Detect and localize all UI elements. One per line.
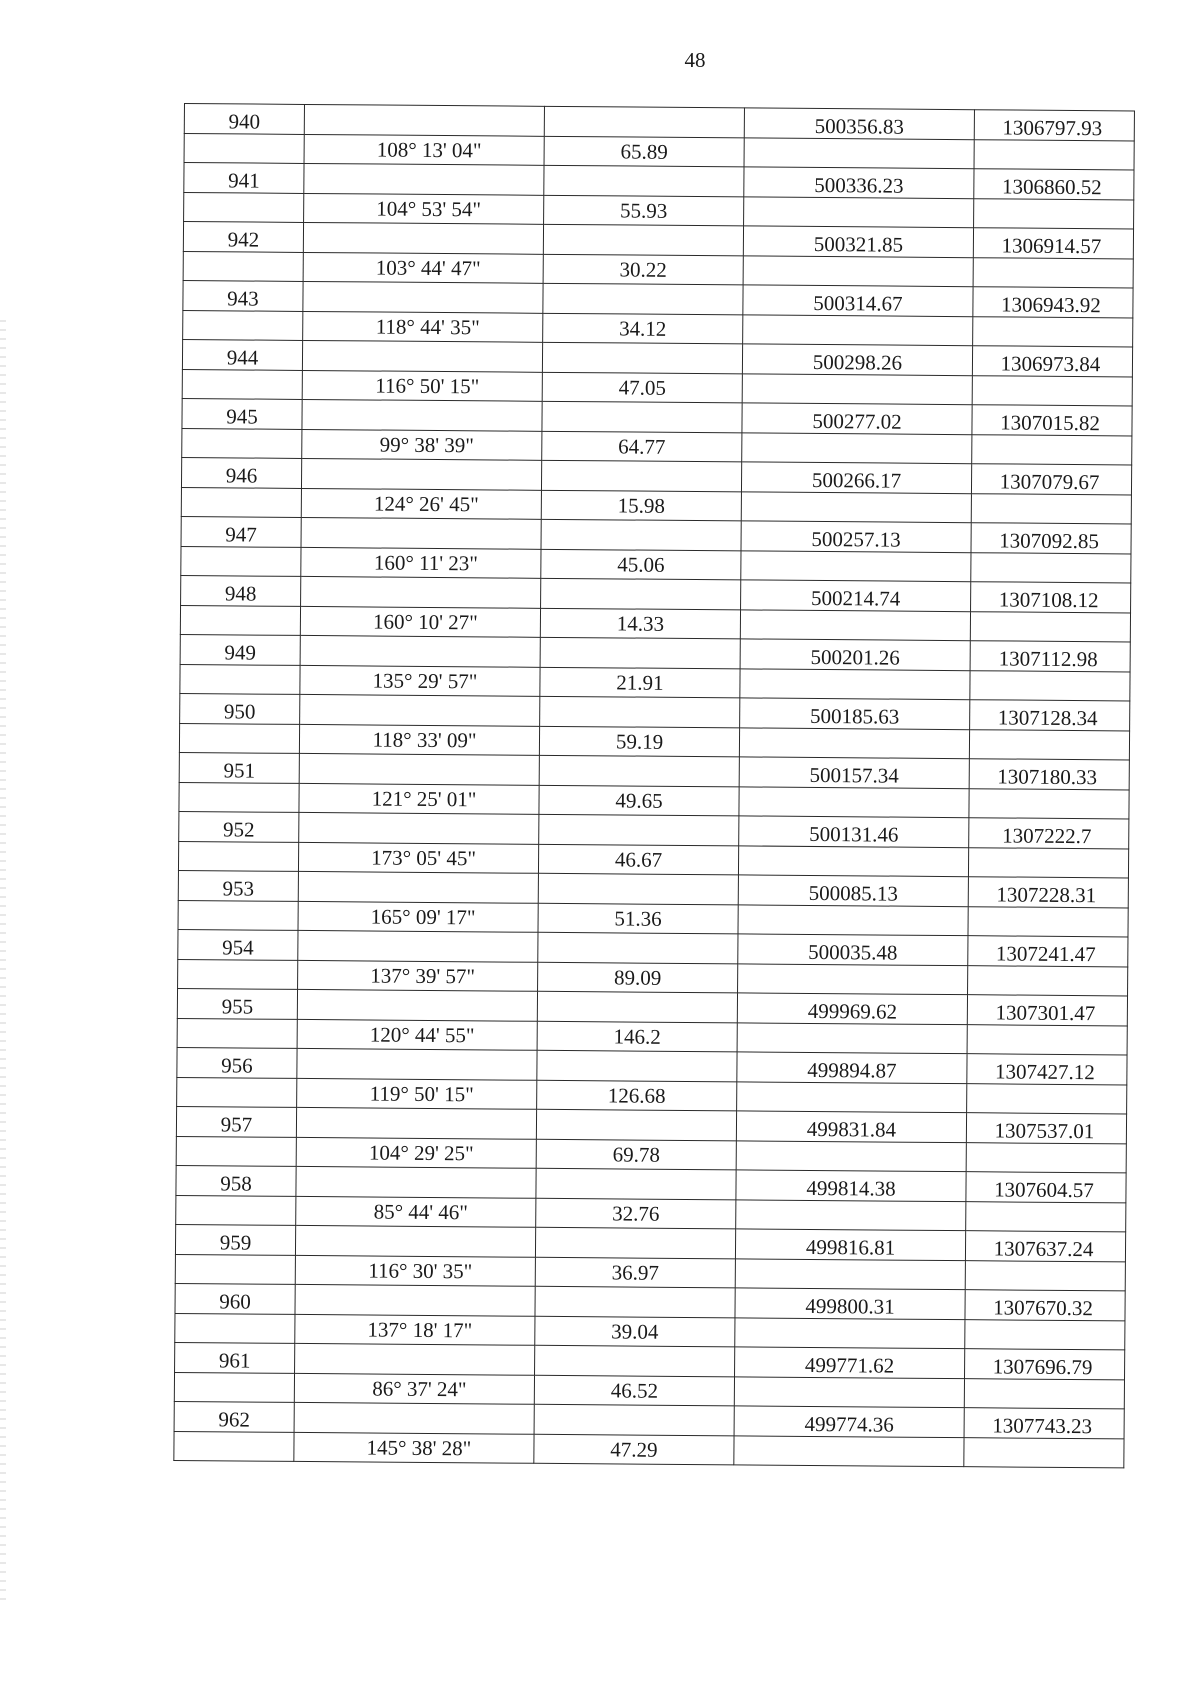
bearing-cell-empty (298, 930, 538, 962)
distance-cell: 46.52 (534, 1375, 734, 1406)
bearing-cell: 160° 11' 23" (301, 547, 541, 578)
northing-cell-empty (737, 1023, 967, 1054)
distance-cell: 30.22 (543, 254, 743, 285)
station-cell-empty (177, 1077, 297, 1107)
distance-cell-empty (536, 1168, 736, 1200)
easting-cell-empty (965, 1320, 1125, 1350)
distance-cell: 47.05 (542, 372, 742, 403)
northing-cell-empty (742, 374, 972, 405)
station-cell: 961 (175, 1342, 295, 1373)
northing-cell-empty (741, 551, 971, 582)
northing-cell: 500277.02 (742, 403, 972, 435)
distance-cell: 34.12 (543, 313, 743, 344)
easting-cell: 1307537.01 (966, 1113, 1126, 1144)
easting-cell-empty (974, 140, 1134, 170)
distance-cell-empty (541, 460, 741, 492)
bearing-cell: 119° 50' 15" (297, 1078, 537, 1109)
bearing-cell-empty (304, 104, 544, 136)
bearing-cell-empty (298, 871, 538, 903)
bearing-cell-empty (304, 163, 544, 195)
northing-cell: 500257.13 (741, 521, 971, 553)
distance-cell-empty (541, 519, 741, 551)
scan-edge-artifact (0, 320, 6, 1600)
distance-cell: 69.78 (536, 1139, 736, 1170)
bearing-cell: 85° 44' 46" (296, 1196, 536, 1227)
bearing-cell: 103° 44' 47" (303, 252, 543, 283)
bearing-cell: 173° 05' 45" (298, 842, 538, 873)
station-cell: 945 (182, 398, 302, 429)
northing-cell-empty (738, 846, 968, 877)
easting-cell: 1307743.23 (964, 1408, 1124, 1439)
northing-cell: 500085.13 (738, 875, 968, 907)
distance-cell: 47.29 (534, 1434, 734, 1465)
northing-cell: 499771.62 (735, 1347, 965, 1379)
station-cell-empty (178, 900, 298, 930)
northing-cell: 500201.26 (740, 639, 970, 671)
northing-cell-empty (735, 1259, 965, 1290)
station-cell-empty (183, 310, 303, 340)
survey-coordinates-table (173, 103, 1135, 1468)
station-cell: 949 (180, 634, 300, 665)
station-cell: 942 (183, 222, 303, 253)
easting-cell-empty (967, 1084, 1127, 1114)
table-body (174, 104, 1135, 1468)
bearing-cell: 137° 18' 17" (295, 1314, 535, 1345)
easting-cell: 1307222.7 (969, 818, 1129, 849)
northing-cell-empty (736, 1141, 966, 1172)
northing-cell: 499969.62 (737, 993, 967, 1025)
station-cell-empty (175, 1254, 295, 1284)
distance-cell-empty (535, 1345, 735, 1377)
bearing-cell-empty (296, 1107, 536, 1139)
northing-cell: 499814.38 (736, 1170, 966, 1202)
northing-cell: 500266.17 (741, 462, 971, 494)
northing-cell-empty (743, 315, 973, 346)
station-cell-empty (180, 664, 300, 694)
northing-cell-empty (738, 905, 968, 936)
northing-cell-empty (739, 787, 969, 818)
distance-cell: 64.77 (542, 431, 742, 462)
easting-cell-empty (973, 317, 1133, 347)
bearing-cell: 145° 38' 28" (294, 1432, 534, 1463)
distance-cell-empty (544, 165, 744, 197)
easting-cell: 1307670.32 (965, 1290, 1125, 1321)
bearing-cell-empty (299, 812, 539, 844)
distance-cell: 39.04 (535, 1316, 735, 1347)
distance-cell: 65.89 (544, 136, 744, 167)
station-cell: 940 (184, 104, 304, 135)
distance-cell-empty (539, 755, 739, 787)
station-cell: 944 (182, 339, 302, 370)
bearing-cell-empty (299, 753, 539, 785)
distance-cell-empty (535, 1227, 735, 1259)
station-cell: 959 (175, 1224, 295, 1255)
bearing-cell-empty (295, 1225, 535, 1257)
bearing-cell: 86° 37' 24" (294, 1373, 534, 1404)
northing-cell-empty (739, 728, 969, 759)
station-cell-empty (182, 428, 302, 458)
easting-cell-empty (970, 612, 1130, 642)
distance-cell: 21.91 (540, 667, 740, 698)
easting-cell: 1307180.33 (969, 759, 1129, 790)
easting-cell: 1306797.93 (974, 110, 1134, 141)
easting-cell: 1307112.98 (970, 641, 1130, 672)
northing-cell: 500314.67 (743, 285, 973, 317)
easting-cell: 1307637.24 (965, 1231, 1125, 1262)
station-cell-empty (175, 1313, 295, 1343)
distance-cell-empty (542, 342, 742, 374)
station-cell: 941 (184, 163, 304, 194)
easting-cell: 1306943.92 (973, 287, 1133, 318)
northing-cell: 500336.23 (744, 167, 974, 199)
easting-cell-empty (972, 376, 1132, 406)
northing-cell: 500356.83 (744, 108, 974, 140)
easting-cell-empty (969, 789, 1129, 819)
northing-cell: 500298.26 (742, 344, 972, 376)
distance-cell-empty (543, 224, 743, 256)
bearing-cell: 120° 44' 55" (297, 1019, 537, 1050)
station-cell: 946 (181, 457, 301, 488)
northing-cell: 500035.48 (738, 934, 968, 966)
easting-cell: 1307301.47 (967, 995, 1127, 1026)
easting-cell: 1307092.85 (971, 523, 1131, 554)
easting-cell-empty (969, 730, 1129, 760)
northing-cell: 500157.34 (739, 757, 969, 789)
easting-cell: 1306973.84 (972, 346, 1132, 377)
station-cell: 947 (181, 516, 301, 547)
station-cell-empty (176, 1195, 296, 1225)
bearing-cell: 99° 38' 39" (302, 429, 542, 460)
easting-cell-empty (968, 848, 1128, 878)
bearing-cell: 124° 26' 45" (301, 488, 541, 519)
bearing-cell-empty (301, 576, 541, 608)
easting-cell-empty (970, 671, 1130, 701)
station-cell-empty (180, 605, 300, 635)
northing-cell: 499894.87 (737, 1052, 967, 1084)
easting-cell-empty (967, 1025, 1127, 1055)
easting-cell-empty (971, 494, 1131, 524)
northing-cell: 500214.74 (741, 580, 971, 612)
station-cell-empty (184, 134, 304, 164)
northing-cell: 500321.85 (743, 226, 973, 258)
bearing-cell: 165° 09' 17" (298, 901, 538, 932)
bearing-cell: 104° 29' 25" (296, 1137, 536, 1168)
easting-cell-empty (972, 435, 1132, 465)
distance-cell: 146.2 (537, 1021, 737, 1052)
easting-cell: 1307015.82 (972, 405, 1132, 436)
station-cell: 957 (176, 1106, 296, 1137)
easting-cell-empty (965, 1261, 1125, 1291)
northing-cell: 499831.84 (736, 1111, 966, 1143)
station-cell: 948 (181, 575, 301, 606)
bearing-cell-empty (301, 517, 541, 549)
bearing-cell-empty (294, 1402, 534, 1434)
bearing-cell: 135° 29' 57" (300, 665, 540, 696)
bearing-cell-empty (295, 1284, 535, 1316)
bearing-cell: 160° 10' 27" (300, 606, 540, 637)
easting-cell: 1307427.12 (967, 1054, 1127, 1085)
station-cell-empty (178, 841, 298, 871)
station-cell-empty (182, 369, 302, 399)
easting-cell: 1307228.31 (968, 877, 1128, 908)
distance-cell: 14.33 (540, 608, 740, 639)
station-cell-empty (176, 1136, 296, 1166)
northing-cell-empty (738, 964, 968, 995)
leg-row (174, 1431, 1124, 1467)
page-number: 48 (684, 48, 706, 72)
station-cell: 956 (177, 1047, 297, 1078)
easting-cell: 1307128.34 (970, 700, 1130, 731)
easting-cell: 1306914.57 (973, 228, 1133, 259)
bearing-cell: 118° 33' 09" (299, 724, 539, 755)
northing-cell-empty (744, 197, 974, 228)
northing-cell-empty (742, 433, 972, 464)
station-cell: 960 (175, 1283, 295, 1314)
distance-cell: 126.68 (537, 1080, 737, 1111)
northing-cell-empty (744, 138, 974, 169)
station-cell: 943 (183, 280, 303, 311)
northing-cell-empty (743, 256, 973, 287)
easting-cell: 1307696.79 (965, 1349, 1125, 1380)
easting-cell-empty (973, 258, 1133, 288)
distance-cell-empty (542, 401, 742, 433)
distance-cell: 46.67 (538, 844, 738, 875)
station-cell-empty (178, 959, 298, 989)
northing-cell-empty (740, 669, 970, 700)
bearing-cell-empty (302, 340, 542, 372)
distance-cell-empty (538, 932, 738, 964)
station-cell: 950 (180, 693, 300, 724)
distance-cell: 49.65 (539, 785, 739, 816)
bearing-cell-empty (300, 694, 540, 726)
northing-cell: 500131.46 (739, 816, 969, 848)
distance-cell-empty (537, 1050, 737, 1082)
distance-cell: 51.36 (538, 903, 738, 934)
bearing-cell: 137° 39' 57" (298, 960, 538, 991)
northing-cell-empty (734, 1436, 964, 1467)
northing-cell: 499816.81 (735, 1229, 965, 1261)
easting-cell: 1307108.12 (971, 582, 1131, 613)
easting-cell-empty (966, 1202, 1126, 1232)
station-cell: 952 (179, 811, 299, 842)
easting-cell: 1307079.67 (971, 464, 1131, 495)
station-cell-empty (179, 723, 299, 753)
distance-cell-empty (538, 873, 738, 905)
distance-cell: 36.97 (535, 1257, 735, 1288)
bearing-cell-empty (300, 635, 540, 667)
station-cell: 953 (178, 870, 298, 901)
distance-cell-empty (539, 814, 739, 846)
easting-cell-empty (968, 966, 1128, 996)
northing-cell: 499774.36 (734, 1406, 964, 1438)
bearing-cell: 116° 30' 35" (295, 1255, 535, 1286)
bearing-cell: 104° 53' 54" (304, 193, 544, 224)
bearing-cell-empty (297, 989, 537, 1021)
northing-cell-empty (734, 1377, 964, 1408)
station-cell-empty (183, 251, 303, 281)
northing-cell-empty (737, 1082, 967, 1113)
bearing-cell-empty (302, 399, 542, 431)
easting-cell-empty (964, 1379, 1124, 1409)
station-cell: 954 (178, 929, 298, 960)
northing-cell-empty (740, 610, 970, 641)
northing-cell-empty (735, 1318, 965, 1349)
distance-cell: 15.98 (541, 490, 741, 521)
distance-cell: 89.09 (538, 962, 738, 993)
northing-cell-empty (741, 492, 971, 523)
easting-cell-empty (964, 1438, 1124, 1468)
station-cell: 955 (177, 988, 297, 1019)
station-cell-empty (179, 782, 299, 812)
bearing-cell-empty (297, 1048, 537, 1080)
station-cell-empty (177, 1018, 297, 1048)
northing-cell-empty (736, 1200, 966, 1231)
station-cell: 962 (174, 1401, 294, 1432)
distance-cell: 59.19 (539, 726, 739, 757)
distance-cell: 45.06 (541, 549, 741, 580)
easting-cell-empty (966, 1143, 1126, 1173)
station-cell-empty (174, 1372, 294, 1402)
distance-cell-empty (536, 1109, 736, 1141)
easting-cell-empty (971, 553, 1131, 583)
distance-cell-empty (540, 696, 740, 728)
easting-cell: 1307604.57 (966, 1172, 1126, 1203)
station-cell-empty (181, 487, 301, 517)
northing-cell: 499800.31 (735, 1288, 965, 1320)
station-cell: 958 (176, 1165, 296, 1196)
easting-cell: 1306860.52 (974, 169, 1134, 200)
station-cell: 951 (179, 752, 299, 783)
distance-cell-empty (537, 991, 737, 1023)
bearing-cell: 116° 50' 15" (302, 370, 542, 401)
easting-cell-empty (968, 907, 1128, 937)
distance-cell-empty (541, 578, 741, 610)
distance-cell-empty (535, 1286, 735, 1318)
bearing-cell-empty (296, 1166, 536, 1198)
station-cell-empty (184, 193, 304, 223)
distance-cell-empty (544, 106, 744, 138)
bearing-cell-empty (303, 281, 543, 313)
bearing-cell: 121° 25' 01" (299, 783, 539, 814)
distance-cell-empty (534, 1404, 734, 1436)
distance-cell-empty (543, 283, 743, 315)
distance-cell: 32.76 (536, 1198, 736, 1229)
bearing-cell-empty (301, 458, 541, 490)
station-cell-empty (181, 546, 301, 576)
distance-cell: 55.93 (544, 195, 744, 226)
station-cell-empty (174, 1431, 294, 1461)
easting-cell-empty (974, 199, 1134, 229)
bearing-cell-empty (295, 1343, 535, 1375)
bearing-cell: 108° 13' 04" (304, 134, 544, 165)
bearing-cell: 118° 44' 35" (303, 311, 543, 342)
bearing-cell-empty (303, 222, 543, 254)
distance-cell-empty (540, 637, 740, 669)
northing-cell: 500185.63 (740, 698, 970, 730)
easting-cell: 1307241.47 (968, 936, 1128, 967)
